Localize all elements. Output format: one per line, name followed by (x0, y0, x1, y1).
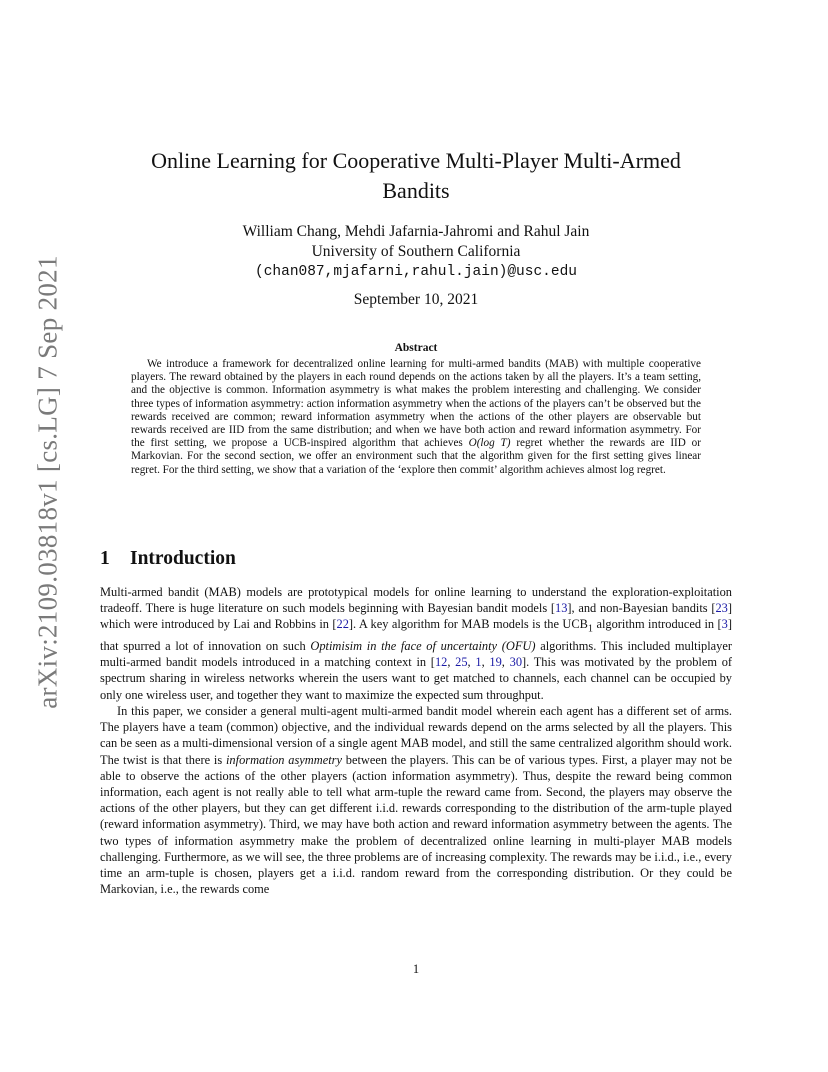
section-title: Introduction (130, 548, 236, 569)
emphasis-text: Optimisim in the face of uncertainty (OFU) (310, 639, 536, 654)
page-number: 1 (412, 962, 420, 976)
citation-link[interactable]: 30 (509, 655, 523, 670)
citation-link[interactable]: 25 (455, 655, 468, 670)
abstract-part-2: regret whether the rewards are IID or Markovian. For the second section, we offer an environment such that the algorithm given for the first setting gives linear regret. For the third setting, we show that a variation of the ‘explore then commit’ algorithm achieves almost log regret. (131, 437, 702, 476)
section-number: 1 (100, 548, 110, 569)
text-run: ], and non-Bayesian bandits [ (567, 601, 716, 616)
separator: , (467, 655, 476, 670)
text-run: ]. A key algorithm for MAB models is the UCB (348, 617, 588, 632)
author-affiliation: University of Southern California (311, 243, 521, 260)
introduction-body (100, 584, 732, 897)
author-email: (chan087,mjafarni,rahul.jain)@usc.edu (255, 264, 577, 280)
text-run: ]. This was motivated by the problem of spectrum sharing in wireless networks wherein the users want to get matched to channels, each channel can be occupied by only one wireless user, and together they want to maximize the expected sum throughput. (100, 655, 733, 702)
text-run: ] which were introduced by Lai and Robbins in [ (100, 601, 732, 632)
title-line-1: Online Learning for Cooperative Multi-Player Multi-Armed (151, 148, 681, 173)
intro-paragraph-2 (100, 703, 732, 897)
emphasis-text: information asymmetry (225, 752, 342, 767)
text-run: Multi-armed bandit (MAB) models are prototypical models for online learning to understand the exploration-exploitation tradeoff. There is huge literature on such models beginning with Bayesian bandit models [ (100, 585, 732, 616)
text-run: ] that spurred a lot of innovation on such (100, 617, 732, 654)
paper-date: September 10, 2021 (353, 291, 479, 308)
citation-link[interactable]: 22 (336, 617, 349, 632)
text-run: algorithms. This included multiplayer multi-armed bandit models introduced in a matching context in [ (100, 639, 732, 670)
section-heading (100, 548, 732, 570)
abstract-part-1: We introduce a framework for decentralized online learning for multi-armed bandits (MAB) with multiple cooperative players. The reward obtained by the players in each round depends on the actions taken by all the players. It’s a team setting, and the objective is common. Information asymmetry is what makes the problem interesting and challenging. We consider three types of information asymmetry: action information asymmetry when the actions of the players can’t be observed but the rewards received are common; reward information asymmetry when the actions of the other players are observable but rewards received are IID from the same distribution; and when we have both action and reward information asymmetry. For the first setting, we propose a UCB-inspired algorithm that achieves (131, 358, 701, 450)
arxiv-identifier-stamp: arXiv:2109.03818v1 [cs.LG] 7 Sep 2021 (32, 255, 63, 709)
text-run: algorithm introduced in [ (593, 617, 722, 632)
citation-link[interactable]: 23 (715, 601, 728, 616)
title-line-2: Bandits (382, 178, 450, 203)
separator: , (501, 655, 510, 670)
separator: , (481, 655, 490, 670)
author-block (100, 222, 732, 282)
subscript: 1 (587, 623, 594, 635)
intro-paragraph-1 (100, 584, 732, 703)
text-run: between the players. This can be of various types. First, a player may not be able to observe the actions of the other players (action information asymmetry). Thus, despite the reward being common information, each agent is not really able to tell what arm-tuple the reward came from. Second, the players may observe the actions of the other players, but they can get different i.i.d. rewards corresponding to the distribution of the arm-tuple played (reward information asymmetry). Third, we may have both action and reward information asymmetry between the agents. The two types of information asymmetry make the problem of decentralized online learning in multi-player MAB models challenging. Furthermore, as we will see, the three problems are of increasing complexity. The rewards may be i.i.d., i.e., every time an arm-tuple is chosen, players get a i.i.d. random reward from the corresponding distribution. Or they could be Markovian, i.e., the rewards come (100, 752, 732, 897)
citation-link[interactable]: 3 (721, 617, 728, 632)
text-run: In this paper, we consider a general multi-agent multi-armed bandit model wherein each agent has a different set of arms. The players have a team (common) objective, and the individual rewards depend on the arms selected by all the players. This can be seen as a multi-dimensional version of a single agent MAB model, and still the same centralized algorithm should work. The twist is that there is (100, 703, 732, 767)
citation-link[interactable]: 12 (434, 655, 448, 670)
citation-link[interactable]: 19 (489, 655, 502, 670)
citation-link[interactable]: 1 (475, 655, 482, 670)
abstract-heading: Abstract (394, 342, 438, 354)
abstract-text (131, 358, 701, 477)
separator: , (447, 655, 456, 670)
author-names: William Chang, Mehdi Jafarnia-Jahromi and Rahul Jain (242, 223, 590, 240)
abstract-math: O(log T) (468, 437, 511, 450)
citation-link[interactable]: 13 (555, 601, 568, 616)
paper-title (100, 146, 732, 206)
